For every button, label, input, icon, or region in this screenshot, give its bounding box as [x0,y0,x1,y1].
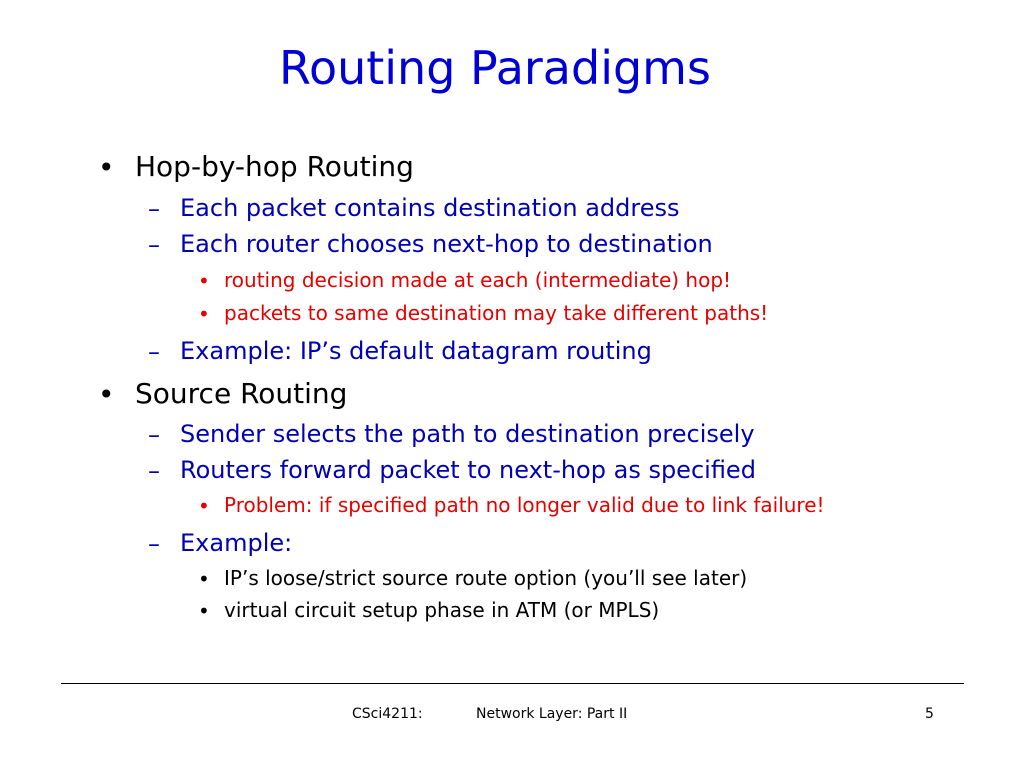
sub-sub-bullet-link-failure-problem: Problem: if specified path no longer valid due to link failure! [224,493,825,517]
bullet-marker: • [98,151,115,184]
sub-bullet-router-next-hop: Each router chooses next-hop to destination [180,230,713,258]
sub-sub-bullet-marker: • [198,599,210,623]
dash-marker: – [148,231,160,259]
footer-course: CSci4211: [352,706,423,722]
dash-marker: – [148,338,160,366]
sub-bullet-routers-forward: Routers forward packet to next-hop as specified [180,456,756,484]
sub-sub-bullet-marker: • [198,269,210,293]
sub-sub-bullet-marker: • [198,302,210,326]
sub-bullet-packet-address: Each packet contains destination address [180,194,680,222]
footer-divider [61,683,964,684]
sub-bullet-sender-selects-path: Sender selects the path to destination precisely [180,420,755,448]
sub-bullet-ip-datagram-example: Example: IP’s default datagram routing [180,337,652,365]
sub-sub-bullet-different-paths: packets to same destination may take different paths! [224,301,769,325]
dash-marker: – [148,457,160,485]
footer-topic: Network Layer: Part II [476,706,628,722]
sub-sub-bullet-marker: • [198,567,210,591]
dash-marker: – [148,421,160,449]
bullet-marker: • [98,378,115,411]
sub-sub-bullet-virtual-circuit: virtual circuit setup phase in ATM (or MPLS) [224,598,660,622]
dash-marker: – [148,530,160,558]
sub-sub-bullet-marker: • [198,494,210,518]
dash-marker: – [148,195,160,223]
footer-page-number: 5 [925,706,934,722]
slide-title: Routing Paradigms [279,41,711,95]
bullet-source-routing: Source Routing [135,377,348,410]
sub-sub-bullet-routing-decision: routing decision made at each (intermediate) hop! [224,268,732,292]
sub-sub-bullet-loose-strict-route: IP’s loose/strict source route option (you’ll see later) [224,566,748,590]
bullet-hop-by-hop: Hop-by-hop Routing [135,150,414,183]
sub-bullet-example: Example: [180,529,293,557]
